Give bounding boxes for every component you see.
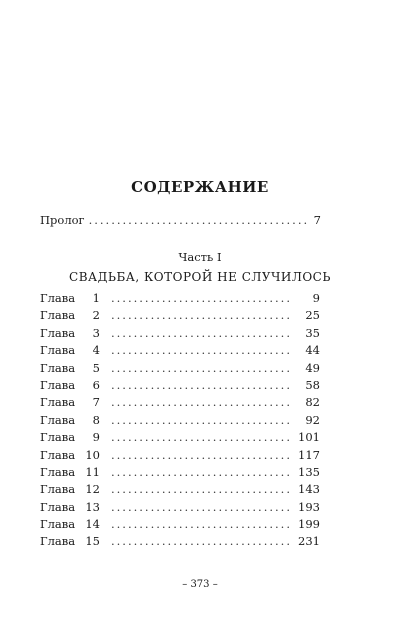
- toc-entry-chapter[interactable]: [40, 534, 320, 551]
- toc-entry-page: 35: [305, 325, 320, 340]
- dot-leader: [111, 343, 290, 357]
- toc-entry-chapter[interactable]: [40, 291, 320, 308]
- chapter-number: 15: [85, 534, 100, 549]
- chapter-number: 9: [92, 430, 100, 445]
- page-number: – 373 –: [182, 579, 218, 590]
- chapter-number: 11: [85, 464, 100, 479]
- dot-leader: [111, 378, 290, 392]
- toc-entry-label: [40, 465, 107, 479]
- toc-entry-chapter[interactable]: [40, 413, 320, 430]
- chapter-number: 3: [92, 325, 100, 340]
- toc-entry-chapter[interactable]: [40, 361, 320, 378]
- toc-entry-label: [40, 534, 107, 548]
- chapter-word: Глава: [40, 360, 76, 375]
- toc-entry-label: [40, 378, 107, 392]
- part-title: СВАДЬБА, КОТОРОЙ НЕ СЛУЧИЛОСЬ: [69, 270, 331, 284]
- dot-leader: [111, 291, 290, 305]
- toc-entry-page: 58: [305, 377, 320, 392]
- dot-leader: [111, 448, 290, 462]
- toc-entry-page: 92: [305, 412, 320, 427]
- chapter-number: 2: [92, 308, 100, 323]
- dot-leader: [111, 413, 290, 427]
- dot-leader: [111, 361, 290, 375]
- toc-entry-chapter[interactable]: [40, 343, 320, 360]
- chapter-word: Глава: [40, 430, 76, 445]
- dot-leader: [111, 430, 290, 444]
- toc-entry-page: 199: [298, 517, 320, 532]
- toc-entry-page: 231: [298, 534, 320, 549]
- toc-entry-label: [40, 482, 107, 496]
- toc-entry-page: 49: [305, 360, 320, 375]
- chapter-word: Глава: [40, 291, 76, 305]
- chapter-number: 7: [92, 395, 100, 410]
- toc-entry-label: [40, 517, 107, 531]
- toc-entry-page: 82: [305, 395, 320, 410]
- chapter-number: 4: [92, 343, 100, 358]
- chapter-number: 5: [92, 360, 100, 375]
- chapter-number: 14: [85, 517, 100, 532]
- chapter-word: Глава: [40, 517, 76, 532]
- toc-entry-chapter[interactable]: [40, 465, 320, 482]
- toc-entry-label: [40, 448, 107, 462]
- toc-entry-label: Пролог: [40, 213, 85, 227]
- toc-entry-page: 44: [305, 343, 320, 358]
- toc-entry-label: [40, 395, 107, 409]
- chapter-word: Глава: [40, 377, 76, 392]
- chapter-word: Глава: [40, 447, 76, 462]
- dot-leader: [111, 482, 290, 496]
- chapter-word: Глава: [40, 534, 76, 549]
- toc-entry-label: [40, 413, 107, 427]
- toc-entry-prologue[interactable]: [40, 213, 321, 227]
- toc-entry-label: [40, 343, 107, 357]
- toc-entry-chapter[interactable]: [40, 500, 320, 517]
- toc-entry-page: 25: [305, 308, 320, 323]
- toc-entry-page: 9: [312, 291, 320, 305]
- toc-entry-label: [40, 430, 107, 444]
- toc-entry-page: 193: [298, 499, 320, 514]
- toc-entry-label: [40, 308, 107, 322]
- dot-leader: [111, 326, 290, 340]
- chapter-number: 12: [85, 482, 100, 497]
- chapter-word: Глава: [40, 499, 76, 514]
- chapter-word: Глава: [40, 412, 76, 427]
- dot-leader: [111, 517, 290, 531]
- part-label: Часть I: [178, 250, 222, 264]
- dot-leader: [89, 213, 310, 227]
- dot-leader: [111, 534, 290, 548]
- chapter-word: Глава: [40, 482, 76, 497]
- chapter-number: 6: [92, 377, 100, 392]
- chapter-word: Глава: [40, 343, 76, 358]
- toc-entry-chapter[interactable]: [40, 378, 320, 395]
- toc-entry-chapter[interactable]: [40, 430, 320, 447]
- toc-entry-label: [40, 500, 107, 514]
- toc-entry-chapter[interactable]: [40, 448, 320, 465]
- toc-entry-chapter[interactable]: [40, 482, 320, 499]
- toc-entry-page: 135: [298, 464, 320, 479]
- dot-leader: [111, 465, 290, 479]
- toc-entry-page: 101: [298, 430, 320, 445]
- toc-entry-page: 143: [298, 482, 320, 497]
- dot-leader: [111, 500, 290, 514]
- chapter-word: Глава: [40, 395, 76, 410]
- chapter-list: [40, 291, 320, 552]
- dot-leader: [111, 395, 290, 409]
- chapter-number: 10: [85, 447, 100, 462]
- chapter-number: 13: [85, 499, 100, 514]
- toc-entry-chapter[interactable]: [40, 308, 320, 325]
- toc-entry-label: [40, 291, 107, 305]
- toc-entry-chapter[interactable]: [40, 326, 320, 343]
- chapter-number: 1: [92, 291, 100, 305]
- chapter-word: Глава: [40, 308, 76, 323]
- chapter-word: Глава: [40, 464, 76, 479]
- toc-entry-chapter[interactable]: [40, 395, 320, 412]
- page-title: СОДЕРЖАНИЕ: [131, 178, 269, 196]
- chapter-word: Глава: [40, 325, 76, 340]
- dot-leader: [111, 308, 290, 322]
- chapter-number: 8: [92, 412, 100, 427]
- toc-entry-label: [40, 361, 107, 375]
- toc-entry-page: 7: [313, 213, 321, 227]
- toc-entry-label: [40, 326, 107, 340]
- toc-entry-page: 117: [298, 447, 320, 462]
- toc-entry-chapter[interactable]: [40, 517, 320, 534]
